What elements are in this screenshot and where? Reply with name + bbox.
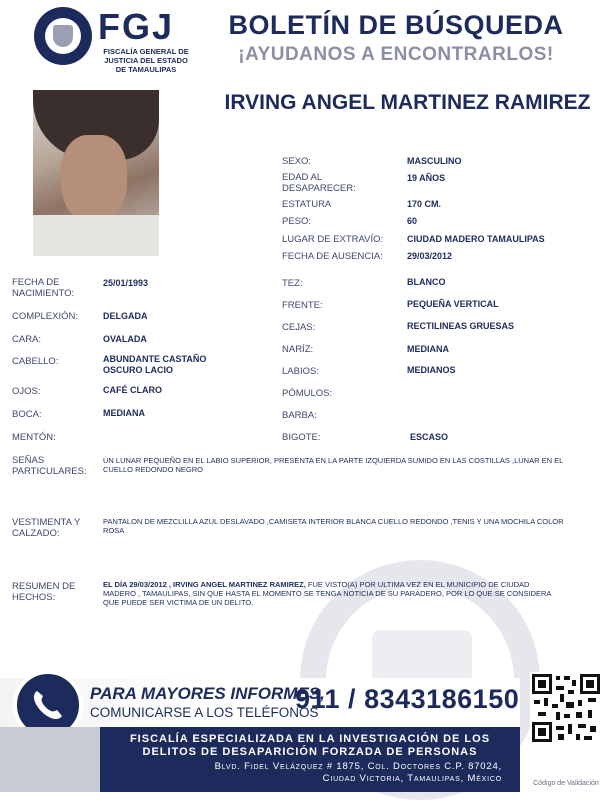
vestimenta-label: VESTIMENTA Y CALZADO: (12, 517, 81, 539)
agency-address (110, 761, 502, 785)
trait-value: 25/01/1993 (103, 278, 149, 288)
photo-shirt (33, 215, 159, 256)
summary-value: 170 CM. (407, 199, 442, 209)
trait-label: CEJAS: (282, 322, 316, 333)
trait-value: MEDIANOS (407, 365, 456, 375)
trait-value: CAFÉ CLARO (103, 385, 162, 395)
summary-value: CIUDAD MADERO TAMAULIPAS (407, 234, 545, 244)
trait-value: RECTILINEAS GRUESAS (407, 321, 515, 331)
phone-numbers[interactable]: 911 / 8343186150 (295, 684, 520, 714)
call-text: COMUNICARSE A LOS TELÉFONOS (90, 705, 319, 720)
trait-label: BOCA: (12, 409, 42, 420)
person-name: IRVING ANGEL MARTINEZ RAMIREZ (224, 91, 591, 114)
trait-label: CABELLO: (12, 356, 59, 367)
trait-value: DELGADA (103, 311, 148, 321)
summary-label: SEXO: (282, 156, 312, 167)
summary-value: MASCULINO (407, 156, 462, 166)
trait-label: COMPLEXIÓN: (12, 311, 78, 322)
summary-value: 29/03/2012 (407, 251, 453, 261)
summary-value: 19 AÑOS (407, 173, 446, 183)
trait-label: BARBA: (282, 410, 317, 421)
bulletin-title: BOLETÍN DE BÚSQUEDA (228, 10, 564, 40)
photo-face (61, 135, 127, 223)
trait-label: BIGOTE: (282, 432, 321, 443)
trait-value: MEDIANA (407, 344, 449, 354)
summary-value: 60 (407, 216, 418, 226)
address-line-1: Blvd. Fidel Velázquez # 1875, Col. Doctores C.P. 87024, (214, 761, 502, 772)
logo-text: FGJ (98, 6, 175, 47)
hechos-label: RESUMEN DE HECHOS: (12, 581, 76, 603)
trait-value: MEDIANA (103, 408, 145, 418)
senas-label: SEÑAS PARTICULARES: (12, 455, 87, 477)
footer-accent (0, 727, 100, 792)
summary-label: PESO: (282, 216, 312, 227)
trait-label: NARÍZ: (282, 344, 314, 355)
trait-label: CARA: (12, 334, 42, 345)
trait-label: MENTÓN: (12, 432, 56, 443)
summary-label: EDAD AL DESAPARECER: (282, 172, 356, 194)
logo-subtitle: FISCALÍA GENERAL DE JUSTICIA DEL ESTADO DE TAMAULIPAS (103, 47, 189, 74)
hechos-lead: EL DÍA 29/03/2012 , IRVING ANGEL MARTINEZ RAMIREZ, (103, 580, 306, 589)
qr-caption: Código de Validación (533, 780, 599, 787)
trait-value: OVALADA (103, 334, 147, 344)
more-info-text: PARA MAYORES INFORMES, (90, 684, 325, 703)
trait-value: ESCASO (410, 432, 449, 442)
summary-label: LUGAR DE EXTRAVÍO: (282, 234, 384, 245)
trait-label: OJOS: (12, 386, 41, 397)
senas-value: UN LUNAR PEQUEÑO EN EL LABIO SUPERIOR, PRESENTA EN LA PARTE IZQUIERDA SUMIDO EN LAS COSTILLAS ,LUNAR EN EL CUELLO REDONDO NEGRO (103, 456, 563, 474)
address-line-2: Ciudad Victoria, Tamaulipas, México (322, 773, 502, 784)
trait-label: LABIOS: (282, 366, 319, 377)
hechos-paragraph (103, 580, 558, 607)
summary-label: ESTATURA (282, 199, 332, 210)
vestimenta-value: PANTALON DE MEZCLILLA AZUL DESLAVADO ,CAMISETA INTERIOR BLANCA CUELLO REDONDO ,TENIS Y UNA MOCHILA COLOR ROSA (103, 517, 564, 535)
trait-value: ABUNDANTE CASTAÑO OSCURO LACIO (103, 354, 207, 375)
hechos-text: FUE VISTO(A) POR ULTIMA VEZ EN EL MUNICIPIO DE CIUDAD MADERO , TAMAULIPAS, SIN QUE HASTA EL MOMENTO SE TENGA NOTICIA DE SU PARADERO, POR LO QUE SE CONSIDERA QUE PUEDE SER VICTIMA DE UN DELITO. (103, 580, 552, 607)
trait-label: PÓMULOS: (282, 388, 333, 399)
validation-qr-code[interactable] (530, 672, 602, 744)
agency-name: FISCALÍA ESPECIALIZADA EN LA INVESTIGACIÓN DE LOS DELITOS DE DESAPARICIÓN FORZADA DE PERSONAS (129, 733, 491, 758)
trait-label: FRENTE: (282, 300, 323, 311)
trait-value: PEQUEÑA VERTICAL (407, 299, 499, 309)
bulletin-subtitle: ¡AYUDANOS A ENCONTRARLOS! (238, 44, 554, 65)
qr-icon (530, 672, 602, 744)
trait-value: BLANCO (407, 277, 446, 287)
summary-label: FECHA DE AUSENCIA: (282, 251, 383, 262)
coat-of-arms-icon (53, 25, 73, 47)
trait-label: FECHA DE NACIMIENTO: (12, 277, 75, 299)
missing-person-photo (33, 90, 159, 256)
trait-label: TEZ: (282, 278, 303, 289)
